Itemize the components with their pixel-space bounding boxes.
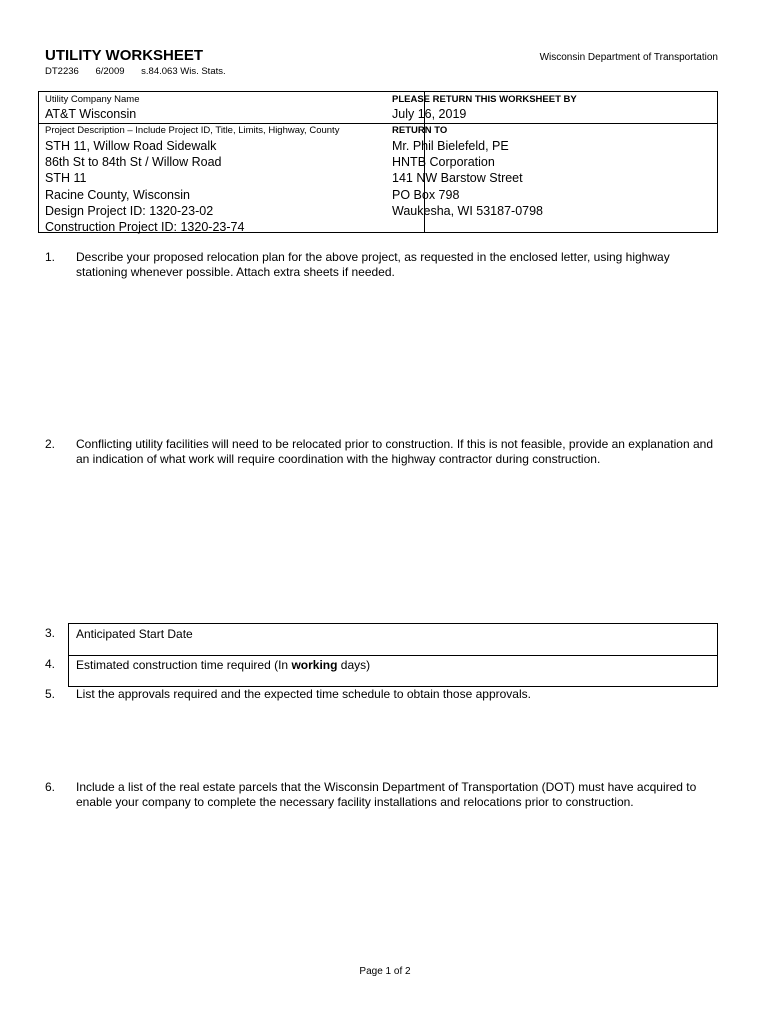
project-line: STH 11, Willow Road Sidewalk [45, 139, 217, 153]
question-2-answer-area[interactable] [76, 488, 716, 613]
address-line: 141 NW Barstow Street [392, 171, 523, 186]
return-by-label: PLEASE RETURN THIS WORKSHEET BY [392, 94, 577, 105]
question-6-number: 6. [45, 780, 56, 794]
question-1-text: Describe your proposed relocation plan for the above project, as requested in the enclosed letter, using highway stationing whenever possible. Attach extra sheets if needed. [76, 250, 670, 279]
form-statute: s.84.063 Wis. Stats. [141, 66, 226, 77]
info-divider-horizontal [39, 123, 717, 124]
company-name-field[interactable]: AT&T Wisconsin [45, 107, 137, 121]
address-line: HNTB Corporation [392, 155, 495, 170]
project-line: 86th St to 84th St / Willow Road [45, 155, 222, 170]
agency-name: Wisconsin Department of Transportation [539, 52, 718, 63]
question-5-answer-area[interactable] [76, 706, 716, 771]
return-to-label: RETURN TO [392, 125, 448, 136]
question-3-number: 3. [45, 626, 56, 640]
project-info-box [38, 91, 718, 233]
project-line: Design Project ID: 1320-23-02 [45, 203, 214, 218]
address-line: PO Box 798 [392, 187, 460, 202]
return-to-address [392, 138, 543, 219]
start-date-field[interactable] [249, 626, 709, 652]
schedule-box [68, 623, 718, 687]
project-line: Racine County, Wisconsin [45, 187, 190, 202]
company-name-label: Utility Company Name [45, 94, 140, 105]
project-description-label: Project Description – Include Project ID, Title, Limits, Highway, County [45, 125, 340, 136]
form-number: DT2236 [45, 66, 79, 77]
form-date: 6/2009 [95, 66, 125, 77]
construction-time-field[interactable] [399, 657, 709, 683]
return-by-date: July 16, 2019 [392, 107, 467, 121]
address-line: Waukesha, WI 53187-0798 [392, 203, 544, 218]
question-6-text: Include a list of the real estate parcels that the Wisconsin Department of Transportation (DOT) must have acquired to enable your company to complete the necessary facility installations and relocations prior to construction. [76, 780, 697, 809]
question-4-number: 4. [45, 657, 56, 671]
question-5-number: 5. [45, 687, 56, 701]
form-title: UTILITY WORKSHEET [45, 47, 204, 64]
question-5-text: List the approvals required and the expected time schedule to obtain those approvals. [76, 687, 531, 701]
construction-time-label-post: days) [337, 658, 371, 672]
construction-time-label-pre: Estimated construction time required (In [76, 658, 292, 672]
start-date-label: Anticipated Start Date [76, 627, 193, 641]
construction-time-label [76, 658, 370, 673]
question-6-answer-area[interactable] [76, 830, 716, 955]
working-emphasis: working [291, 658, 338, 672]
project-line: STH 11 [45, 171, 87, 186]
question-2-text: Conflicting utility facilities will need to be relocated prior to construction. If this is not feasible, provide an explanation and an indication of what work will require coordination with the highway contractor during construction. [76, 437, 714, 466]
form-id-line [45, 66, 240, 77]
page-number: Page 1 of 2 [359, 966, 411, 977]
question-1-number: 1. [45, 250, 56, 264]
question-1-answer-area[interactable] [76, 285, 716, 425]
project-line: Construction Project ID: 1320-23-74 [45, 220, 245, 235]
address-line: Mr. Phil Bielefeld, PE [392, 139, 509, 153]
schedule-box-divider [69, 655, 717, 656]
project-description-field[interactable] [45, 138, 244, 235]
question-2-number: 2. [45, 437, 56, 451]
